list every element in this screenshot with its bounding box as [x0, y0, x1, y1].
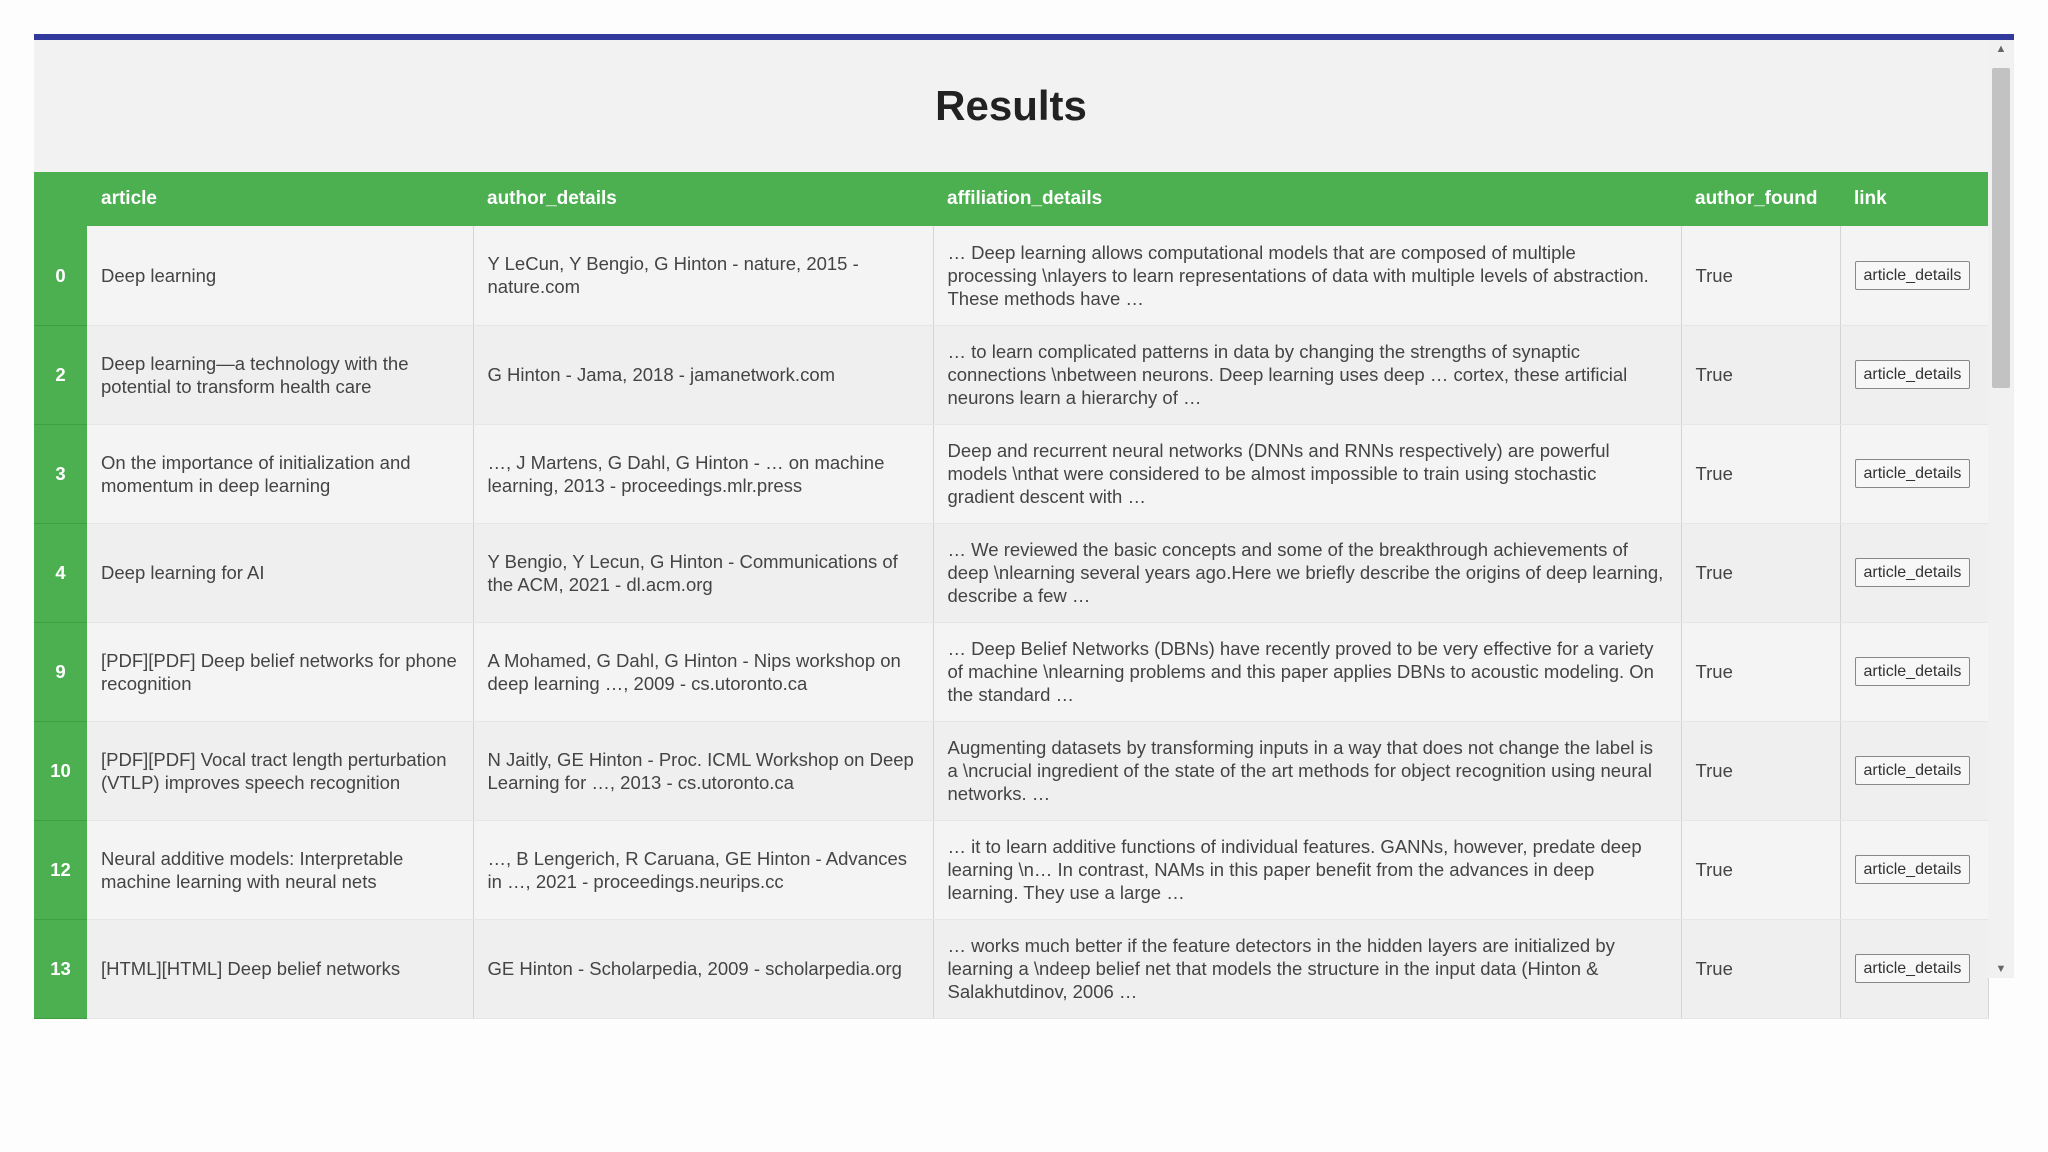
header-author-details[interactable]: author_details: [473, 172, 933, 226]
article-details-button[interactable]: article_details: [1855, 558, 1971, 587]
results-table: [34, 172, 1989, 1019]
cell-author-found: True: [1681, 325, 1840, 424]
cell-author-found: True: [1681, 919, 1840, 1018]
article-details-button[interactable]: article_details: [1855, 855, 1971, 884]
table-row: [34, 523, 1988, 622]
table-row: [34, 919, 1988, 1018]
cell-article: [PDF][PDF] Deep belief networks for phone recognition: [87, 622, 473, 721]
cell-author-details: G Hinton - Jama, 2018 - jamanetwork.com: [473, 325, 933, 424]
cell-affiliation-details: Deep and recurrent neural networks (DNNs and RNNs respectively) are powerful models \nthat were considered to be almost impossible to train using stochastic gradient descent with …: [933, 424, 1681, 523]
cell-author-details: …, J Martens, G Dahl, G Hinton - … on machine learning, 2013 - proceedings.mlr.press: [473, 424, 933, 523]
cell-author-details: Y LeCun, Y Bengio, G Hinton - nature, 2015 - nature.com: [473, 226, 933, 325]
article-details-button[interactable]: article_details: [1855, 360, 1971, 389]
cell-author-found: True: [1681, 622, 1840, 721]
cell-article: [PDF][PDF] Vocal tract length perturbation (VTLP) improves speech recognition: [87, 721, 473, 820]
cell-affiliation-details: Augmenting datasets by transforming inputs in a way that does not change the label is a \ncrucial ingredient of the state of the art methods for object recognition using neural networks. …: [933, 721, 1681, 820]
cell-affiliation-details: … Deep learning allows computational models that are composed of multiple processing \nlayers to learn representations of data with multiple levels of abstraction. These methods have …: [933, 226, 1681, 325]
cell-link: [1840, 325, 1988, 424]
cell-author-found: True: [1681, 820, 1840, 919]
table-row: [34, 325, 1988, 424]
article-details-button[interactable]: article_details: [1855, 954, 1971, 983]
row-index: 0: [34, 226, 87, 325]
cell-author-found: True: [1681, 721, 1840, 820]
row-index: 4: [34, 523, 87, 622]
cell-author-details: N Jaitly, GE Hinton - Proc. ICML Workshop on Deep Learning for …, 2013 - cs.utoronto.ca: [473, 721, 933, 820]
row-index: 13: [34, 919, 87, 1018]
cell-article: Deep learning for AI: [87, 523, 473, 622]
cell-article: On the importance of initialization and momentum in deep learning: [87, 424, 473, 523]
header-author-found[interactable]: author_found: [1681, 172, 1840, 226]
scrollbar-thumb[interactable]: [1992, 68, 2010, 388]
cell-author-details: Y Bengio, Y Lecun, G Hinton - Communications of the ACM, 2021 - dl.acm.org: [473, 523, 933, 622]
cell-link: [1840, 721, 1988, 820]
cell-author-found: True: [1681, 523, 1840, 622]
cell-link: [1840, 820, 1988, 919]
cell-author-details: A Mohamed, G Dahl, G Hinton - Nips workshop on deep learning …, 2009 - cs.utoronto.ca: [473, 622, 933, 721]
row-index: 3: [34, 424, 87, 523]
cell-affiliation-details: … works much better if the feature detectors in the hidden layers are initialized by learning a \ndeep belief net that models the structure in the input data (Hinton & Salakhutdinov, 2006 …: [933, 919, 1681, 1018]
header-index: [34, 172, 87, 226]
cell-article: Deep learning—a technology with the potential to transform health care: [87, 325, 473, 424]
cell-link: [1840, 226, 1988, 325]
table-row: [34, 226, 1988, 325]
header-affiliation-details[interactable]: affiliation_details: [933, 172, 1681, 226]
row-index: 2: [34, 325, 87, 424]
cell-author-found: True: [1681, 226, 1840, 325]
cell-article: Neural additive models: Interpretable machine learning with neural nets: [87, 820, 473, 919]
table-row: [34, 820, 1988, 919]
cell-author-details: GE Hinton - Scholarpedia, 2009 - scholarpedia.org: [473, 919, 933, 1018]
header-article[interactable]: article: [87, 172, 473, 226]
scroll-down-arrow-icon[interactable]: ▼: [1995, 963, 2007, 975]
cell-affiliation-details: … Deep Belief Networks (DBNs) have recently proved to be very effective for a variety of machine \nlearning problems and this paper applies DBNs to acoustic modeling. On the standard …: [933, 622, 1681, 721]
table-row: [34, 721, 1988, 820]
results-content: [34, 40, 1988, 1002]
vertical-scrollbar[interactable]: [1988, 40, 2014, 978]
table-header-row: [34, 172, 1988, 226]
article-details-button[interactable]: article_details: [1855, 756, 1971, 785]
row-index: 10: [34, 721, 87, 820]
article-details-button[interactable]: article_details: [1855, 657, 1971, 686]
page-title: Results: [935, 82, 1087, 129]
article-details-button[interactable]: article_details: [1855, 261, 1971, 290]
cell-author-found: True: [1681, 424, 1840, 523]
cell-author-details: …, B Lengerich, R Caruana, GE Hinton - Advances in …, 2021 - proceedings.neurips.cc: [473, 820, 933, 919]
table-row: [34, 622, 1988, 721]
cell-affiliation-details: … it to learn additive functions of individual features. GANNs, however, predate deep learning \n… In contrast, NAMs in this paper benefit from the advances in deep learning. They use a large …: [933, 820, 1681, 919]
table-row: [34, 424, 1988, 523]
header-link[interactable]: link: [1840, 172, 1988, 226]
cell-article: [HTML][HTML] Deep belief networks: [87, 919, 473, 1018]
cell-affiliation-details: … We reviewed the basic concepts and some of the breakthrough achievements of deep \nlearning several years ago.Here we briefly describe the origins of deep learning, describe a few …: [933, 523, 1681, 622]
results-window: [34, 34, 2014, 1002]
row-index: 9: [34, 622, 87, 721]
article-details-button[interactable]: article_details: [1855, 459, 1971, 488]
row-index: 12: [34, 820, 87, 919]
cell-link: [1840, 622, 1988, 721]
cell-article: Deep learning: [87, 226, 473, 325]
cell-link: [1840, 424, 1988, 523]
cell-link: [1840, 919, 1988, 1018]
cell-link: [1840, 523, 1988, 622]
cell-affiliation-details: … to learn complicated patterns in data by changing the strengths of synaptic connections \nbetween neurons. Deep learning uses deep … cortex, these artificial neurons learn a hierarchy of …: [933, 325, 1681, 424]
scroll-up-arrow-icon[interactable]: ▲: [1995, 43, 2007, 55]
